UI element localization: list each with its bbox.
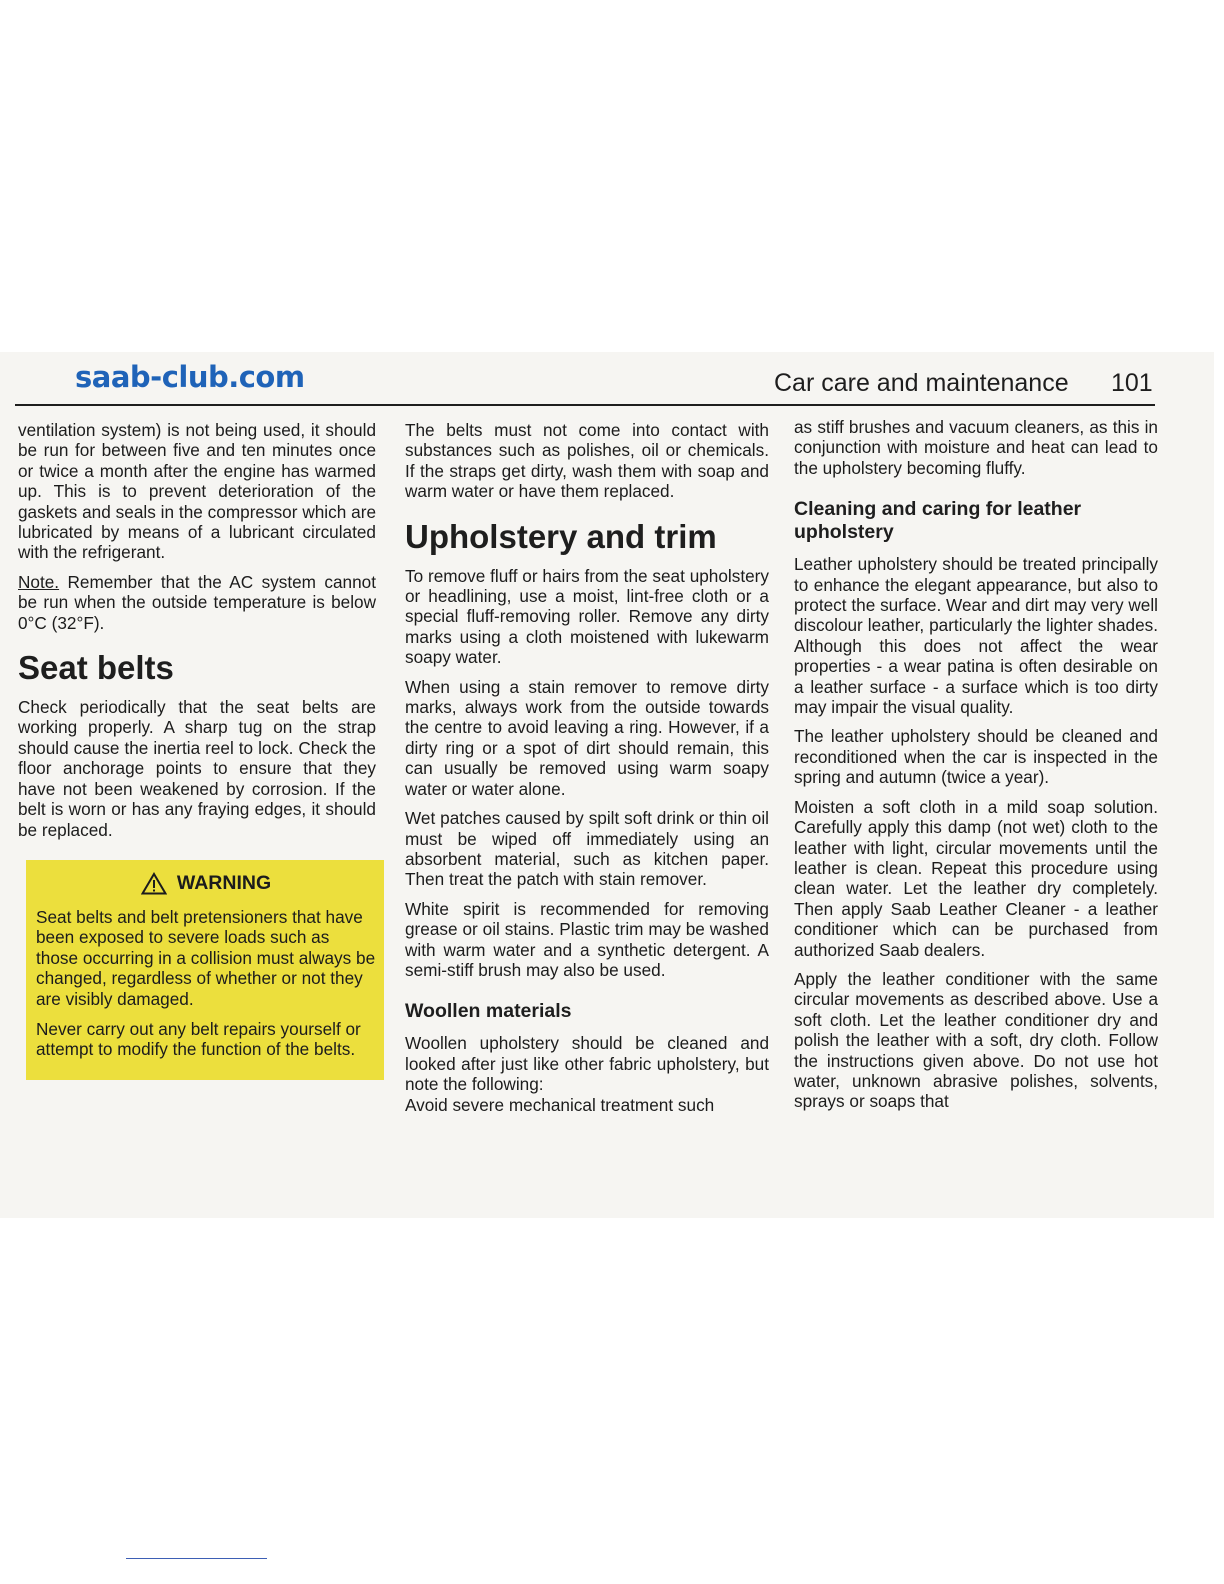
paragraph: White spirit is recommended for removing grease or oil stains. Plastic trim may be washed with warm water and a synthetic detergent. A semi-stiff brush may also be used. (405, 898, 769, 980)
warning-triangle-icon (141, 872, 167, 895)
warning-box (26, 860, 384, 1080)
note-text: Remember that the AC system cannot be run when the outside temperature is below 0°C (32°F). (18, 571, 376, 633)
column-left (18, 420, 376, 1080)
warning-paragraph: Seat belts and belt pretensioners that have been exposed to severe loads such as those occurring in a collision must always be changed, regardless of whether or not they are visibly damaged. (36, 906, 376, 1009)
paragraph: Leather upholstery should be treated principally to enhance the elegant appearance, but also to protect the surface. Wear and dirt may very well discolour leather, particularly the lighter shades. Although this does not affect the wear properties - a wear patina is often desirable on a leather surface - a surface which is too dirty may impair the visual quality. (794, 554, 1158, 718)
woollen-heading: Woollen materials (405, 1000, 572, 1023)
paragraph: Woollen upholstery should be cleaned and looked after just like other fabric upholstery, but note the following: (405, 1033, 769, 1095)
paragraph: Apply the leather conditioner with the same circular movements as described above. Use a soft cloth. Let the leather conditioner dry and polish the leather with a soft, dry cloth. Follow the instructions given above. Do not use hot water, unknown abrasive polishes, solvents, sprays or soaps that (794, 968, 1158, 1112)
note-label: Note. (18, 571, 60, 592)
paragraph: When using a stain remover to remove dirty marks, always work from the outside towards the centre to avoid leaving a ring. However, if a dirty ring or a spot of dirt should remain, this can usually be removed using warm soapy water or water alone. (405, 676, 769, 799)
header-divider (15, 404, 1155, 406)
paragraph: To remove fluff or hairs from the seat upholstery or headlining, use a moist, lint-free cloth or a special fluff-removing roller. Remove any dirty marks using a cloth moistened with lukewarm soapy water. (405, 565, 769, 668)
warning-heading-text: WARNING (176, 872, 272, 895)
column-middle (405, 420, 769, 1124)
column-right (794, 417, 1158, 1121)
paragraph: The leather upholstery should be cleaned and reconditioned when the car is inspected in the spring and autumn (twice a year). (794, 726, 1158, 788)
warning-heading (36, 872, 376, 895)
paragraph: ventilation system) is not being used, it should be run for between five and ten minutes once or twice a month after the engine has warmed up. This is to prevent deterioration of the gaskets and seals in the compressor which are lubricated by means of a lubricant circulated with the refrigerant. (18, 420, 376, 563)
warning-paragraph: Never carry out any belt repairs yourself or attempt to modify the function of the belts. (36, 1018, 361, 1060)
paragraph: The belts must not come into contact with substances such as polishes, oil or chemicals. If the straps get dirty, wash them with soap and warm water or have them replaced. (405, 420, 769, 502)
leather-heading: Cleaning and caring for leather upholstery (794, 498, 1082, 544)
site-logo-link[interactable]: saab-club.com (75, 360, 305, 394)
section-title: Car care and maintenance (774, 369, 1069, 397)
paragraph: as stiff brushes and vacuum cleaners, as this in conjunction with moisture and heat can lead to the upholstery becoming fluffy. (794, 417, 1158, 478)
paragraph: Check periodically that the seat belts are working properly. A sharp tug on the strap should cause the inertia reel to lock. Check the floor anchorage points to ensure that they have not been weakened by corrosion. If the belt is worn or has any fraying edges, it should be replaced. (18, 697, 376, 840)
footer-rule (126, 1558, 267, 1559)
paragraph: Avoid severe mechanical treatment such (405, 1094, 715, 1115)
page-number: 101 (1111, 369, 1153, 397)
paragraph: Wet patches caused by spilt soft drink or thin oil must be wiped off immediately using an absorbent material, such as kitchen paper. Then treat the patch with stain remover. (405, 808, 769, 890)
upholstery-heading: Upholstery and trim (405, 517, 717, 555)
note-paragraph (18, 572, 376, 633)
seat-belts-heading: Seat belts (18, 649, 174, 687)
paragraph: Moisten a soft cloth in a mild soap solution. Carefully apply this damp (not wet) cloth to the leather with light, circular movements until the leather is clean. Repeat this procedure using clean water. Let the leather dry completely. Then apply Saab Leather Cleaner - a leather conditioner which can be purchased from authorized Saab dealers. (794, 796, 1158, 960)
